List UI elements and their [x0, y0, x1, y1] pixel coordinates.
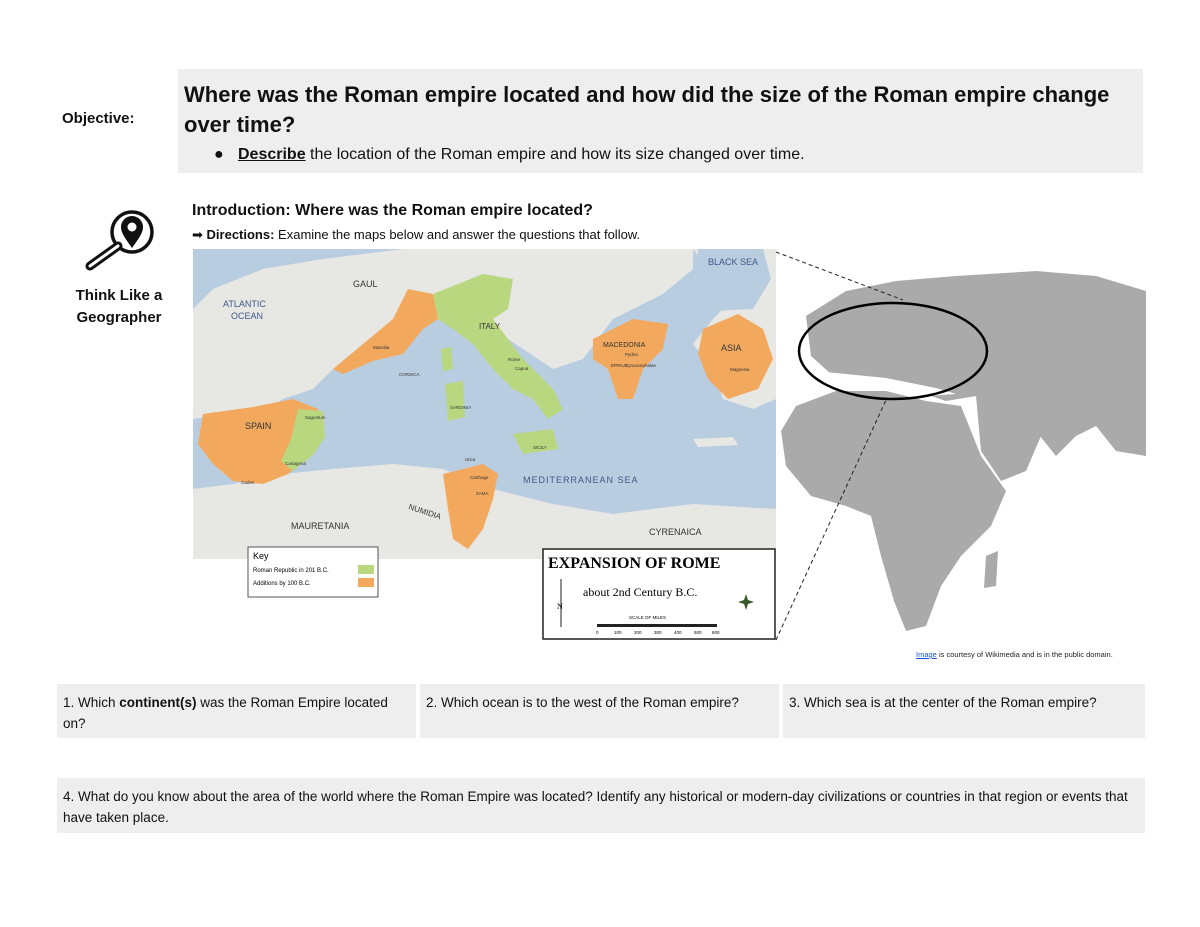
scale-tick: 200 [634, 630, 642, 635]
label-rome: Rome [508, 357, 521, 362]
question-1-number: 1. [63, 695, 75, 710]
label-massilia: Massilia [373, 345, 390, 350]
question-4-number: 4. [63, 789, 75, 804]
question-2-number: 2. [426, 695, 438, 710]
label-saguntum: Saguntum [305, 415, 326, 420]
question-2-text: Which ocean is to the west of the Roman empire? [437, 695, 739, 710]
question-1-bold: continent(s) [119, 695, 197, 710]
label-cyrenaica: CYRENAICA [649, 527, 702, 537]
label-ocean: OCEAN [231, 311, 264, 321]
introduction-title: Introduction: Where was the Roman empire located? [192, 202, 593, 219]
scale-tick: 400 [674, 630, 682, 635]
label-italy: ITALY [479, 322, 501, 331]
question-1-pre: Which [74, 695, 120, 710]
directions-text: Examine the maps below and answer the questions that follow. [274, 227, 641, 242]
scale-label: SCALE OF MILES [629, 615, 667, 620]
key-title: Key [253, 551, 269, 561]
label-sardinia: SARDINIA [450, 405, 472, 410]
label-magnesia: Magnesia [730, 367, 750, 372]
scale-tick: 100 [614, 630, 622, 635]
label-cartagena: Cartagena [285, 461, 307, 466]
objective-bullet-rest: the location of the Roman empire and how its size changed over time. [305, 146, 805, 163]
image-credit-link[interactable]: Image [916, 650, 937, 659]
label-atlantic: ATLANTIC [223, 299, 266, 309]
scale-tick: 500 [694, 630, 702, 635]
image-credit [916, 650, 1113, 659]
label-gaul: GAUL [353, 279, 378, 289]
question-3-cell[interactable] [783, 684, 1145, 738]
label-gades: Gades [241, 480, 255, 485]
label-spain: SPAIN [245, 421, 272, 431]
label-mediterranean: MEDITERRANEAN SEA [523, 475, 639, 485]
label-mauretania: MAURETANIA [291, 521, 350, 531]
key-item-additions: Additions by 100 B.C. [253, 581, 311, 587]
label-cynoscephalae: Cynoscephalae [625, 363, 657, 368]
directions-label: Directions: [206, 227, 275, 242]
label-utica: Utica [465, 457, 476, 462]
label-carthage: Carthage [470, 475, 489, 480]
scale-tick: 600 [712, 630, 720, 635]
label-sicily: SICILY [533, 445, 547, 450]
objective-label: Objective: [62, 110, 135, 127]
bullet-dot-icon: ● [214, 146, 224, 163]
label-corsica: CORSICA [399, 372, 420, 377]
question-1-post: was the Roman Empire located on? [63, 695, 388, 731]
north-label: N [557, 602, 563, 611]
scale-tick: 300 [654, 630, 662, 635]
objective-keyword: Describe [238, 146, 306, 163]
objective-question: Where was the Roman empire located and how did the size of the Roman empire change over time? [184, 82, 1110, 137]
question-1-cell[interactable] [57, 684, 416, 738]
think-like-geographer-label: Think Like a Geographer [75, 287, 163, 326]
key-item-republic: Roman Republic in 201 B.C. [253, 568, 329, 574]
map-subtitle: about 2nd Century B.C. [583, 585, 698, 599]
right-arrow-icon: ➡ [192, 227, 203, 242]
question-4-text: What do you know about the area of the world where the Roman Empire was located? Identify any historical or modern-day civilizations or countries in that region or events that have taken place. [63, 789, 1128, 825]
question-4-cell[interactable] [57, 778, 1145, 833]
image-credit-text: is courtesy of Wikimedia and is in the public domain. [936, 650, 1113, 659]
label-pydna: Pydna [625, 352, 638, 357]
label-asia: ASIA [721, 343, 742, 353]
label-zama: ZAMA [476, 491, 489, 496]
map-title: EXPANSION OF ROME [548, 555, 721, 572]
question-3-text: Which sea is at the center of the Roman empire? [800, 695, 1097, 710]
scale-tick: 0 [596, 630, 599, 635]
label-macedonia: MACEDONIA [603, 342, 646, 349]
label-epirus: EPIRUS [611, 363, 628, 368]
label-capua: Capua [515, 366, 529, 371]
question-3-number: 3. [789, 695, 801, 710]
label-numidia: NUMIDIA [407, 502, 443, 522]
label-black-sea: BLACK SEA [708, 257, 759, 267]
question-2-cell[interactable] [420, 684, 779, 738]
